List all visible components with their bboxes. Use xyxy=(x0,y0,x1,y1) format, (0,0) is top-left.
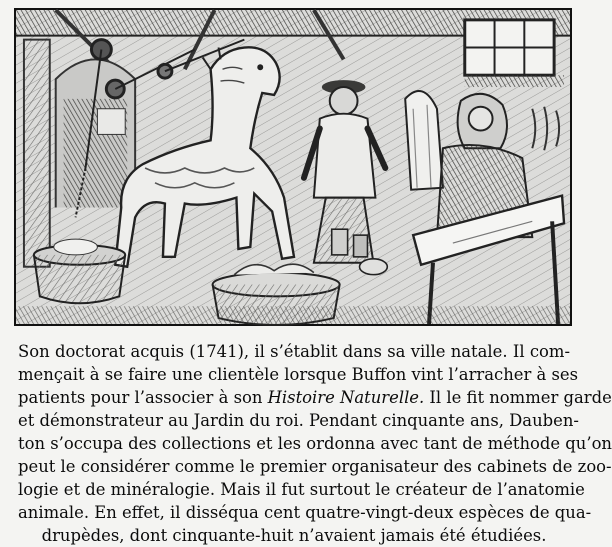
caption-line: logie et de minéralogie. Mais il fut surtout le créateur de l’anatomie xyxy=(18,480,585,499)
caption-line: et démonstrateur au Jardin du roi. Pendant cinquante ans, Dauben- xyxy=(18,411,579,430)
window xyxy=(465,20,564,87)
caption-line: mençait à se faire une clientèle lorsque Buffon vint l’arracher à ses xyxy=(18,365,579,384)
anatomy-workshop-illustration xyxy=(14,8,572,326)
caption-line: animale. En effet, il disséqua cent quatre-vingt-deux espèces de qua- xyxy=(18,503,592,522)
caption-line: peut le considérer comme le premier organisateur des cabinets de zoo- xyxy=(18,457,612,476)
caption-text-segment: patients pour l’associer à son xyxy=(18,388,268,407)
caption-text-segment: Il le fit nommer garde xyxy=(424,388,612,407)
caption-line: drupèdes, dont cinquante-huit n’avaient jamais été étudiées. xyxy=(41,526,547,545)
book-title: Histoire Naturelle. xyxy=(267,388,425,407)
caption-line xyxy=(18,386,612,409)
caption-text xyxy=(18,340,612,547)
engraving-drawing xyxy=(16,10,570,324)
caption-line: ton s’occupa des collections et les ordonna avec tant de méthode qu’on xyxy=(18,434,612,453)
caption-line: Son doctorat acquis (1741), il s’établit dans sa ville natale. Il com- xyxy=(18,342,570,361)
